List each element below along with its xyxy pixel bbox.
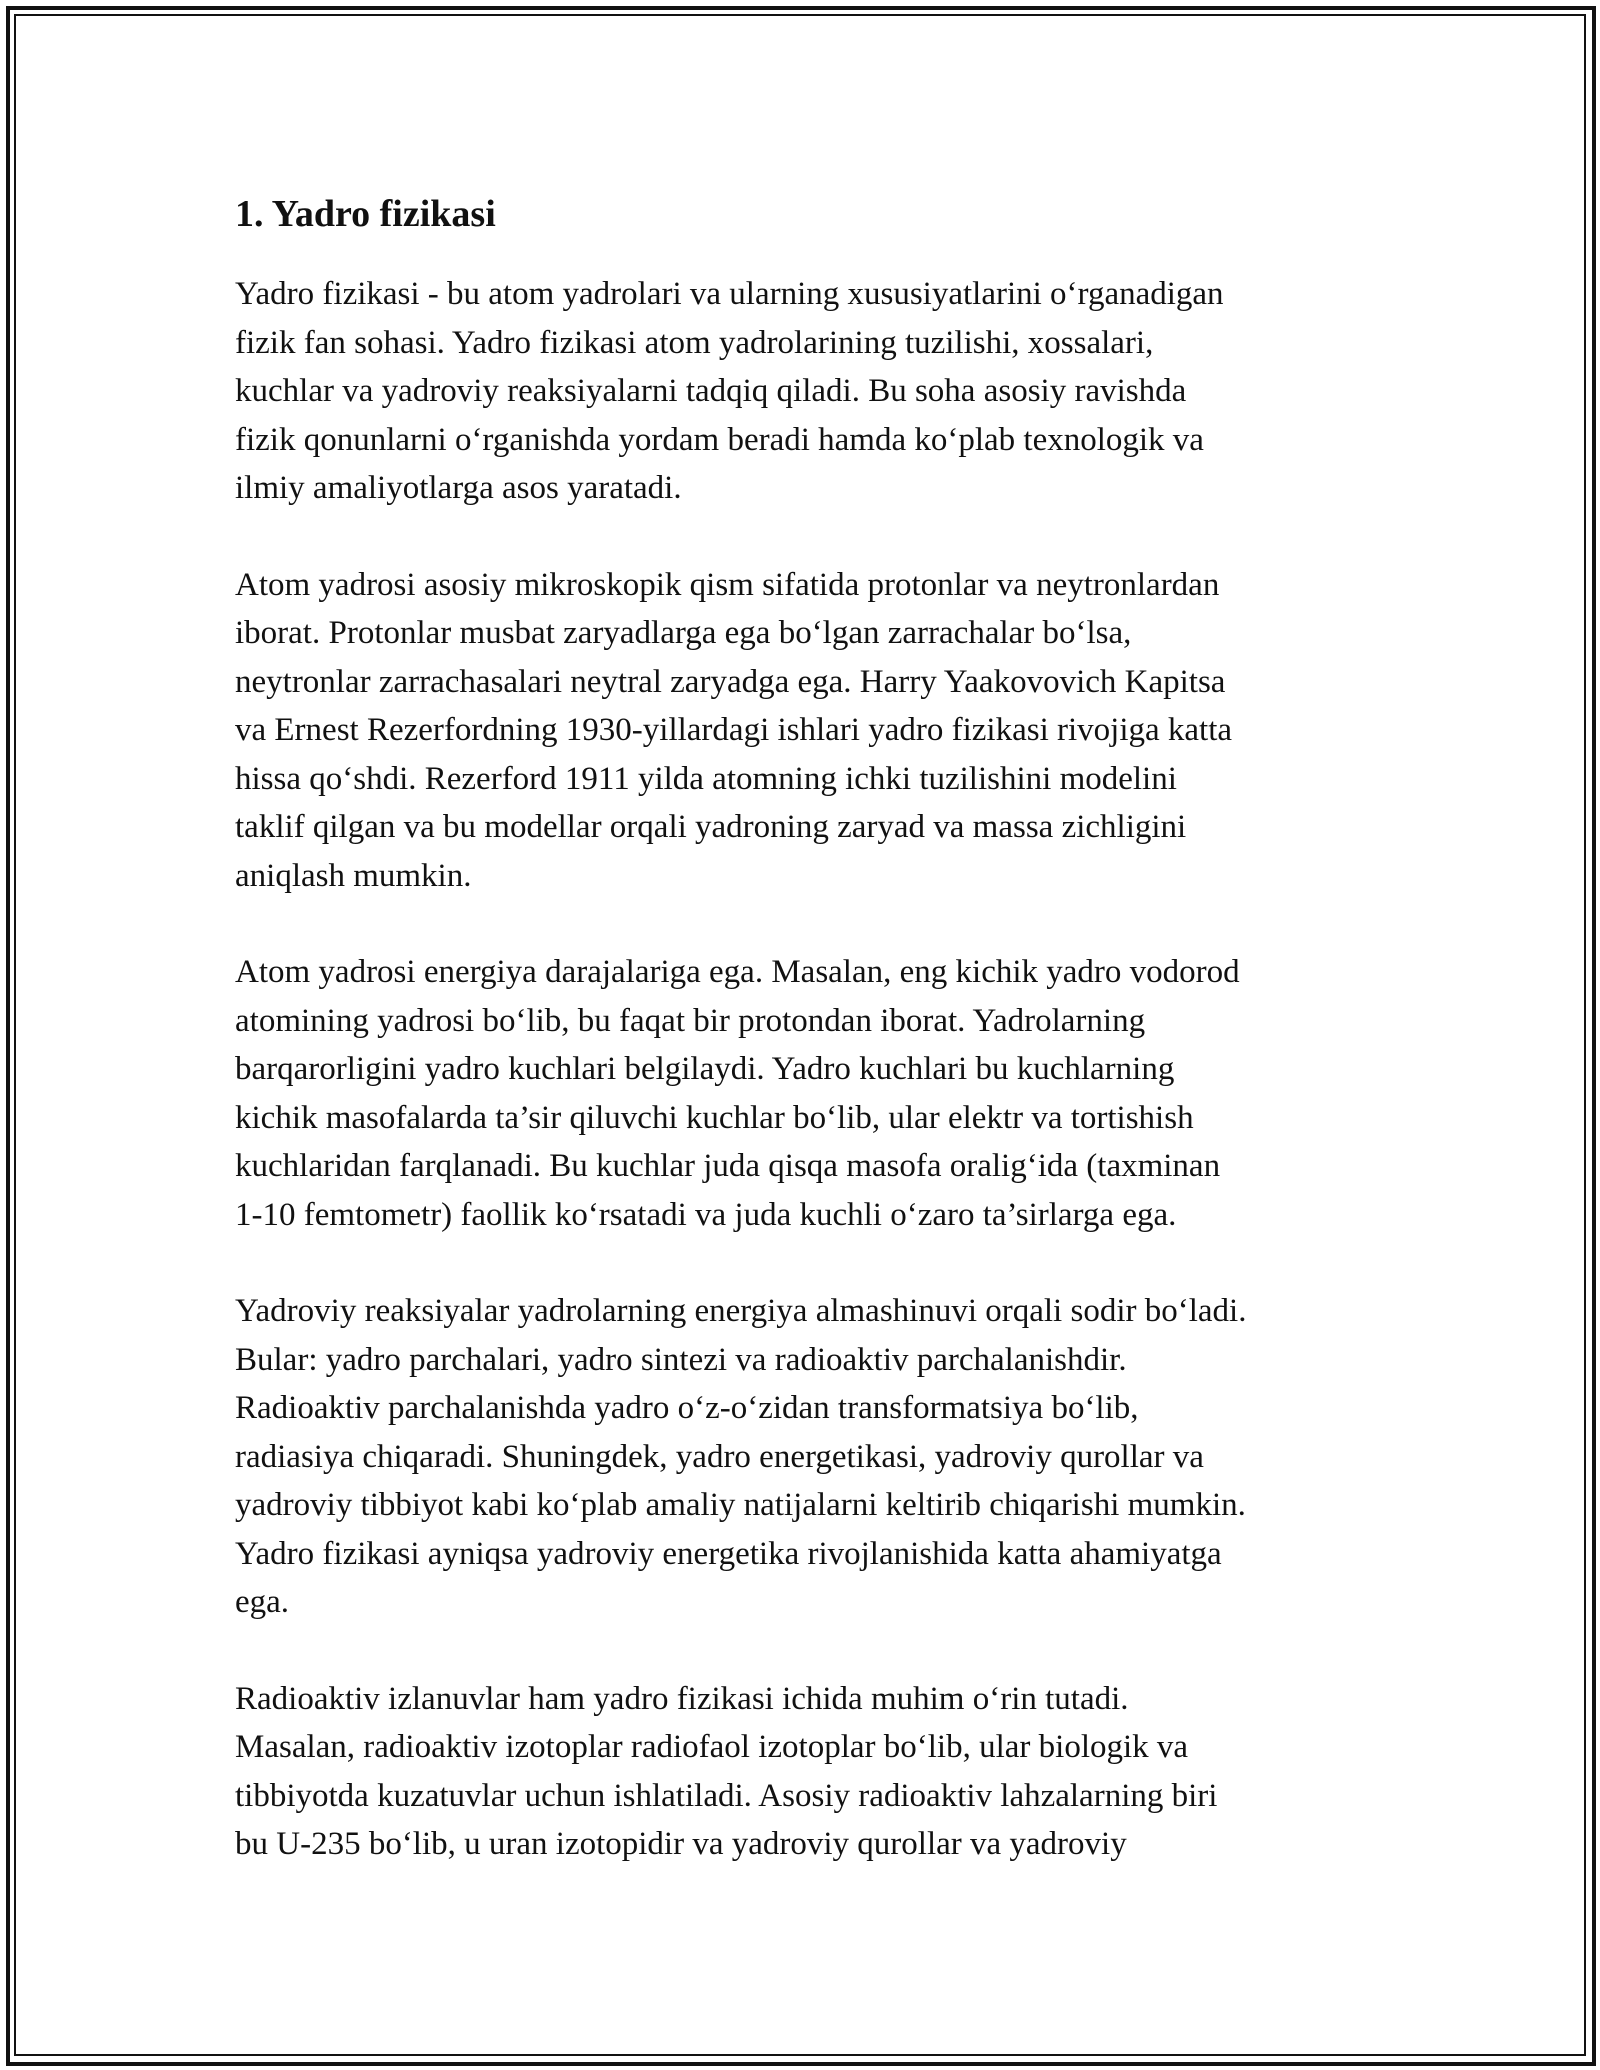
paragraph-line: kuchlaridan farqlanadi. Bu kuchlar juda qisqa masofa oralig‘ida (taxminan [235,1148,1221,1184]
paragraph-list [235,270,1370,1869]
paragraph-line: ilmiy amaliyotlarga asos yaratadi. [235,470,682,506]
paragraph-line: Atom yadrosi energiya darajalariga ega. Masalan, eng kichik yadro vodorod [235,954,1240,990]
paragraph [235,270,1370,513]
paragraph-line: radiasiya chiqaradi. Shuningdek, yadro energetikasi, yadroviy qurollar va [235,1438,1204,1475]
paragraph-line: Radioaktiv izlanuvlar ham yadro fizikasi ichida muhim o‘rin tutadi. [235,1680,1129,1717]
paragraph-line: neytronlar zarrachasalari neytral zaryadga ega. Harry Yaakovovich Kapitsa [235,663,1226,700]
paragraph [235,1675,1370,1869]
paragraph-line: Atom yadrosi asosiy mikroskopik qism sifatida protonlar va neytronlardan [235,566,1220,603]
paragraph-line: Masalan, radioaktiv izotoplar radiofaol izotoplar bo‘lib, ular biologik va [235,1729,1189,1765]
paragraph-line: hissa qo‘shdi. Rezerford 1911 yilda atomning ichki tuzilishini modelini [235,760,1177,797]
paragraph-line: va Ernest Rezerfordning 1930-yillardagi ishlari yadro fizikasi rivojiga katta [235,712,1233,748]
paragraph-line: iborat. Protonlar musbat zaryadlarga ega bo‘lgan zarrachalar bo‘lsa, [235,615,1132,651]
page-content [235,190,1370,1917]
paragraph-line: atomining yadrosi bo‘lib, bu faqat bir protondan iborat. Yadrolarning [235,1002,1146,1039]
paragraph-line: bu U-235 bo‘lib, u uran izotopidir va yadroviy qurollar va yadroviy [235,1826,1127,1862]
paragraph-line: 1-10 femtometr) faollik ko‘rsatadi va juda kuchli o‘zaro ta’sirlarga ega. [235,1196,1177,1233]
paragraph-line: kuchlar va yadroviy reaksiyalarni tadqiq qiladi. Bu soha asosiy ravishda [235,373,1187,409]
paragraph-line: Bular: yadro parchalari, yadro sintezi va radioaktiv parchalanishdir. [235,1341,1127,1378]
paragraph-line: barqarorligini yadro kuchlari belgilaydi. Yadro kuchlari bu kuchlarning [235,1051,1175,1087]
paragraph-line: fizik qonunlarni o‘rganishda yordam beradi hamda ko‘plab texnologik va [235,421,1204,458]
paragraph-line: aniqlash mumkin. [235,857,472,894]
paragraph-line: Yadro fizikasi - bu atom yadrolari va ularning xususiyatlarini o‘rganadigan [235,276,1224,312]
paragraph-line: taklif qilgan va bu modellar orqali yadroning zaryad va massa zichligini [235,809,1187,845]
section-heading: 1. Yadro fizikasi [235,193,496,235]
paragraph [235,561,1370,901]
paragraph-line: Yadroviy reaksiyalar yadrolarning energiya almashinuvi orqali sodir bo‘ladi. [235,1293,1247,1329]
paragraph-line: tibbiyotda kuzatuvlar uchun ishlatiladi. Asosiy radioaktiv lahzalarning biri [235,1777,1218,1814]
paragraph-line: fizik fan sohasi. Yadro fizikasi atom yadrolarining tuzilishi, xossalari, [235,324,1154,361]
paragraph [235,948,1370,1239]
paragraph-line: yadroviy tibbiyot kabi ko‘plab amaliy natijalarni keltirib chiqarishi mumkin. [235,1487,1246,1523]
paragraph-line: kichik masofalarda ta’sir qiluvchi kuchlar bo‘lib, ular elektr va tortishish [235,1099,1194,1136]
paragraph [235,1287,1370,1627]
paragraph-line: Yadro fizikasi ayniqsa yadroviy energetika rivojlanishida katta ahamiyatga [235,1535,1222,1572]
paragraph-line: Radioaktiv parchalanishda yadro o‘z-o‘zidan transformatsiya bo‘lib, [235,1390,1139,1426]
paragraph-line: ega. [235,1584,290,1620]
